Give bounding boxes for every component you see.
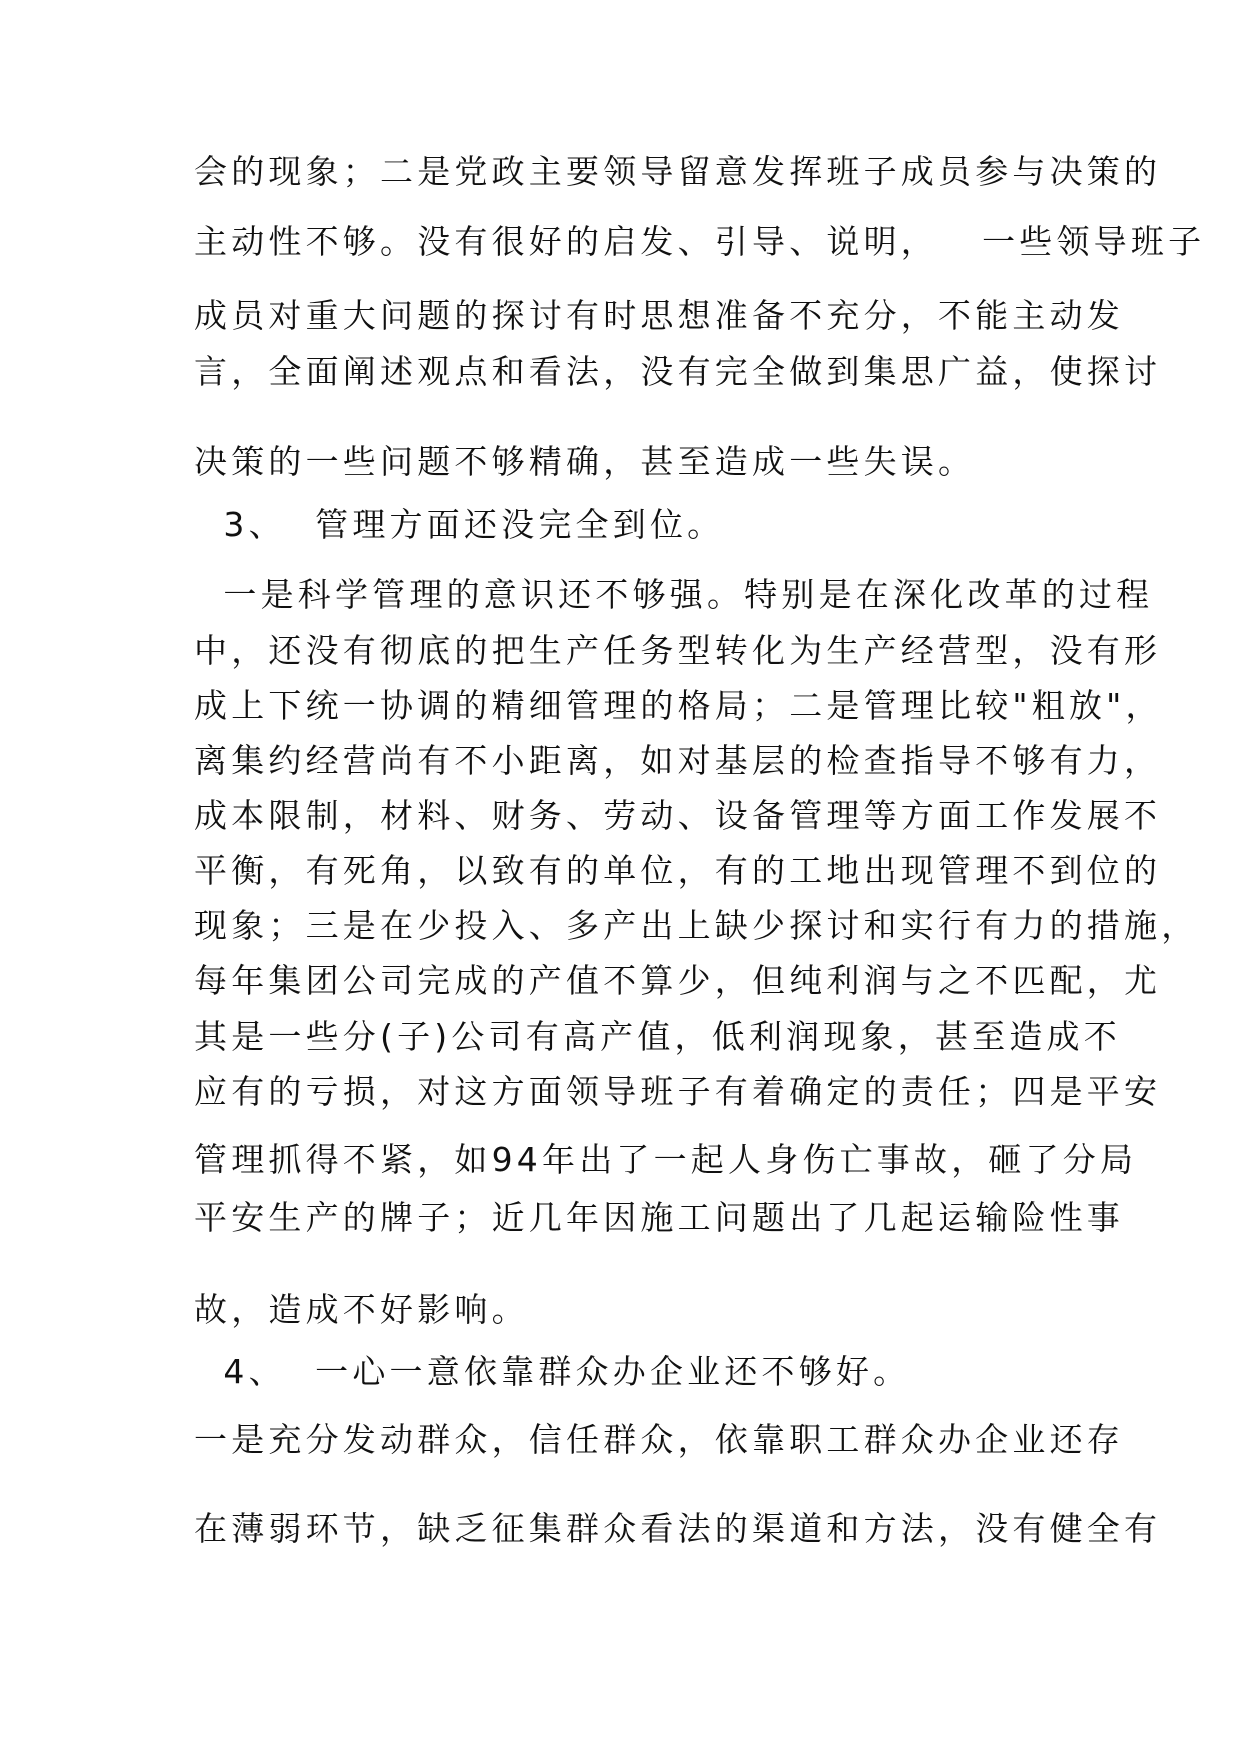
text-line: 一是充分发动群众，信任群众，依靠职工群众办企业还存 [194, 1420, 1124, 1459]
text-line: 言，全面阐述观点和看法，没有完全做到集思广益，使探讨 [194, 352, 1162, 391]
section-heading: 4、 一心一意依靠群众办企业还不够好。 [194, 1352, 911, 1391]
text-line: 在薄弱环节，缺乏征集群众看法的渠道和方法，没有健全有 [194, 1509, 1162, 1548]
text-line: 主动性不够。没有很好的启发、引导、说明， 一些领导班子 [194, 222, 1206, 261]
section-heading: 3、 管理方面还没完全到位。 [194, 505, 725, 544]
text-line: 一是科学管理的意识还不够强。特别是在深化改革的过程 [194, 575, 1154, 614]
text-line: 会的现象；二是党政主要领导留意发挥班子成员参与决策的 [194, 152, 1162, 191]
text-line: 成上下统一协调的精细管理的格局；二是管理比较"粗放"， [194, 686, 1163, 725]
text-line: 决策的一些问题不够精确，甚至造成一些失误。 [194, 442, 976, 481]
text-line: 中，还没有彻底的把生产任务型转化为生产经营型，没有形 [194, 631, 1162, 670]
text-line: 每年集团公司完成的产值不算少，但纯利润与之不匹配，尤 [194, 961, 1162, 1000]
text-line: 故，造成不好影响。 [194, 1290, 529, 1329]
text-line: 应有的亏损，对这方面领导班子有着确定的责任；四是平安 [194, 1072, 1162, 1111]
text-line: 其是一些分(子)公司有高产值，低利润现象，甚至造成不 [194, 1017, 1121, 1056]
text-line: 管理抓得不紧，如94年出了一起人身伤亡事故，砸了分局 [194, 1140, 1138, 1179]
text-line: 成员对重大问题的探讨有时思想准备不充分，不能主动发 [194, 296, 1124, 335]
text-line: 成本限制，材料、财务、劳动、设备管理等方面工作发展不 [194, 796, 1162, 835]
text-line: 平衡，有死角，以致有的单位，有的工地出现管理不到位的 [194, 851, 1162, 890]
text-line: 现象；三是在少投入、多产出上缺少探讨和实行有力的措施， [194, 906, 1199, 945]
text-line: 平安生产的牌子；近几年因施工问题出了几起运输险性事 [194, 1198, 1124, 1237]
text-line: 离集约经营尚有不小距离，如对基层的检查指导不够有力， [194, 741, 1162, 780]
